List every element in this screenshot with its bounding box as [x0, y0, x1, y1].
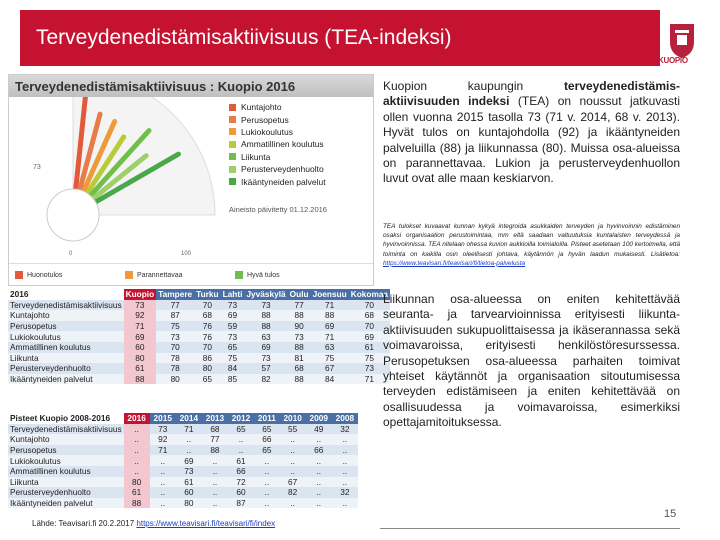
table-row [8, 434, 358, 445]
column-header: Jyväskylä [246, 289, 286, 300]
table-row [8, 300, 390, 311]
kuopio-crest-icon [662, 20, 702, 60]
table-cell: .. [124, 434, 150, 445]
legend-label: Ikääntyneiden palvelut [241, 176, 326, 187]
row-label: Ikääntyneiden palvelut [8, 498, 124, 509]
table-cell: .. [202, 487, 228, 498]
table-row [8, 363, 390, 374]
column-header: 2015 [150, 413, 176, 424]
table-cell: 68 [202, 424, 228, 435]
table-cell: 71 [311, 331, 349, 342]
table-cell: .. [124, 445, 150, 456]
table-cell: 60 [176, 487, 202, 498]
row-label: Kuntajohto [8, 310, 124, 321]
infographic-legend [229, 101, 326, 188]
table-cell: 88 [244, 321, 287, 332]
legend-item [229, 101, 326, 113]
footer-label: Parannettavaa [137, 271, 183, 279]
table-cell: .. [202, 455, 228, 466]
column-header: 2011 [254, 413, 280, 424]
infographic-title: Terveydenedistämisaktiivisuus : Kuopio 2016 [9, 75, 373, 97]
table-cell: 82 [280, 487, 306, 498]
table-row [8, 477, 358, 488]
table-cell: .. [306, 466, 332, 477]
table-cell: 92 [124, 310, 157, 321]
table-cell: 57 [244, 363, 287, 374]
footer-label: Hyvä tulos [247, 271, 280, 279]
legend-item [229, 151, 326, 163]
table-cell: .. [176, 434, 202, 445]
table-cell: 88 [244, 310, 287, 321]
table-cell: 77 [156, 300, 194, 311]
logo-text: KUOPIO [658, 56, 688, 65]
tea-explanation-text: TEA tulokset kuvaavat kunnan kykyä integroida asukkaiden terveyden ja hyvinvoinnin edistäminen osaksi organisaation perustoimintaa, mm eltä saadaan valtuutuksia kuntalaisten terveydessä ja hyvinvoinnissa. TEA nitelaan ohessa kuvion aukkioilla toimialoilla. Pisteet asetetaan 100 kertoimella, että toiminta on kaikilla osin oleellisesti johtava, käytännön ja hyvän laadun mukaisesti. Lisätietoa: [383, 223, 680, 258]
table-cell: 73 [150, 424, 176, 435]
table-cell: .. [280, 445, 306, 456]
table-cell: .. [332, 498, 358, 509]
table-cell: .. [254, 455, 280, 466]
column-header: Lahti [222, 289, 243, 300]
column-header: 2010 [280, 413, 306, 424]
table-row [8, 466, 358, 477]
table-cell: 68 [194, 310, 220, 321]
source-link[interactable]: https://www.teavisari.fi/teavisari/fi/index [136, 519, 276, 528]
table-cell: 70 [156, 342, 194, 353]
legend-swatch [229, 153, 236, 160]
table-cell: 73 [288, 331, 311, 342]
table-cell: 92 [150, 434, 176, 445]
column-header: 2008 [332, 413, 358, 424]
table-cell: 81 [288, 353, 311, 364]
table-cell: .. [124, 424, 150, 435]
table-cell: 66 [228, 466, 254, 477]
table-cell: .. [228, 445, 254, 456]
row-label: Perusterveydenhuolto [8, 487, 124, 498]
table-row [8, 310, 390, 321]
legend-label: Perusterveydenhuolto [241, 164, 324, 175]
table-cell: .. [280, 455, 306, 466]
table-cell: 80 [176, 498, 202, 509]
row-label: Kuntajohto [8, 434, 124, 445]
table-cell: 66 [306, 445, 332, 456]
table-cell: .. [332, 466, 358, 477]
table-cell: 61 [349, 342, 390, 353]
row-label: Perusopetus [8, 321, 124, 332]
legend-swatch [229, 141, 236, 148]
table-cell: .. [306, 477, 332, 488]
table-row [8, 424, 358, 435]
legend-item [229, 163, 326, 175]
table-cell: 71 [124, 321, 157, 332]
table-cell: 87 [156, 310, 194, 321]
table-cell: 80 [194, 363, 220, 374]
table-cell: .. [176, 445, 202, 456]
gauge-center [47, 189, 99, 241]
footer-label: Huonotulos [27, 271, 63, 279]
row-label: Perusterveydenhuolto [8, 363, 124, 374]
footer-legend-item [235, 271, 280, 279]
legend-label: Ammatillinen koulutus [241, 139, 324, 150]
table-cell: 70 [194, 342, 220, 353]
table-cell: 77 [288, 300, 311, 311]
table-cell: 88 [311, 310, 349, 321]
table-cell: 65 [194, 374, 220, 385]
source-label: Lähde: Teavisari.fi 20.2.2017 [32, 519, 135, 528]
table-cell: .. [280, 498, 306, 509]
table-row [8, 455, 358, 466]
row-label: Lukiokoulutus [8, 455, 124, 466]
table-cell: 78 [156, 363, 194, 374]
table-cell: 73 [176, 466, 202, 477]
row-label: Perusopetus [8, 445, 124, 456]
table-cell: .. [150, 466, 176, 477]
legend-swatch [229, 128, 236, 135]
table-row [8, 353, 390, 364]
table-row [8, 487, 358, 498]
table-cell: .. [254, 487, 280, 498]
table-cell: .. [306, 487, 332, 498]
footer-swatch [15, 271, 23, 279]
row-label: Ikääntyneiden palvelut [8, 374, 124, 385]
table-row [8, 374, 390, 385]
table-cell: 72 [228, 477, 254, 488]
table-cell: .. [332, 455, 358, 466]
table-row [8, 445, 358, 456]
table-cell: 61 [228, 455, 254, 466]
intro-bold: terveydenedistämis-aktiivisuuden indeksi [383, 79, 680, 109]
legend-label: Kuntajohto [241, 102, 282, 113]
table-row [8, 321, 390, 332]
row-label: Lukiokoulutus [8, 331, 124, 342]
gauge-score: 73 [33, 164, 41, 171]
intro-paragraph [383, 79, 680, 187]
table-cell: 73 [124, 300, 157, 311]
table-cell: 80 [124, 353, 157, 364]
table-heading: Pisteet Kuopio 2008-2016 [8, 413, 124, 424]
table-cell: 60 [124, 342, 157, 353]
column-header: Kuopio [125, 289, 155, 300]
legend-item [229, 126, 326, 138]
table-cell: 69 [311, 321, 349, 332]
table-cell: 88 [288, 374, 311, 385]
row-label: Terveydenedistämisaktiivisuus [10, 423, 122, 434]
title-bar [20, 10, 660, 66]
table-cell: 60 [228, 487, 254, 498]
column-header: Turku [196, 289, 219, 300]
table-row [8, 342, 390, 353]
slide-title: Terveydenedistämisaktiivisuus (TEA-indeksi) [36, 26, 452, 49]
table-cell: 80 [156, 374, 194, 385]
table-cell: .. [332, 445, 358, 456]
table-cell: 85 [221, 374, 245, 385]
table-cell: 86 [194, 353, 220, 364]
table-cell: 88 [124, 374, 157, 385]
source-line [32, 519, 275, 528]
axis-min: 0 [69, 251, 73, 257]
column-header: 2013 [202, 413, 228, 424]
table-cell: .. [150, 487, 176, 498]
table-cell: 68 [349, 310, 390, 321]
table-cell: 65 [254, 424, 280, 435]
legend-item [229, 175, 326, 187]
intro-rest: (TEA) on noussut jatkuvasti ollen vuonna 2015 tasolla 73 (71 v. 2014, 68 v. 2013). Hyvät tulos on kuntajohdolla (92) ja ikääntyneiden palveluilla (88) ja liikunnassa (80). Muissa osa-alueissa on parannettavaa. Lukion ja perusterveydenhuollon luvut ovat alle maan keskiarvon. [383, 94, 680, 186]
legend-item [229, 138, 326, 150]
table-cell: 65 [254, 445, 280, 456]
table-cell: 73 [244, 300, 287, 311]
table-cell: 78 [156, 353, 194, 364]
table-cell: 71 [349, 374, 390, 385]
table-cell: 67 [311, 363, 349, 374]
table-cell: 73 [221, 300, 245, 311]
table-cell: .. [150, 498, 176, 509]
table-cell: 69 [349, 331, 390, 342]
table-cell: 87 [228, 498, 254, 509]
column-header: Oulu [289, 289, 309, 300]
table-cell: .. [254, 477, 280, 488]
table-cell: 73 [221, 331, 245, 342]
table-cell: 71 [311, 300, 349, 311]
table-cell: .. [280, 434, 306, 445]
table-cell: .. [332, 477, 358, 488]
table-cell: .. [228, 434, 254, 445]
table-cell: .. [202, 477, 228, 488]
legend-swatch [229, 166, 236, 173]
table-cell: .. [306, 498, 332, 509]
table-cell: 69 [244, 342, 287, 353]
table-cell: 70 [349, 321, 390, 332]
table-cell: 77 [202, 434, 228, 445]
table-cell: .. [150, 477, 176, 488]
table-cell: .. [124, 466, 150, 477]
table-cell: 88 [288, 342, 311, 353]
axis-max: 100 [181, 251, 192, 257]
footer-legend-item [15, 271, 62, 279]
legend-label: Liikunta [241, 151, 271, 162]
table-cell: 61 [176, 477, 202, 488]
table-cell: 76 [194, 331, 220, 342]
table-cell: .. [280, 466, 306, 477]
page-number: 15 [664, 508, 677, 520]
table-cell: 75 [311, 353, 349, 364]
table-cell: 61 [124, 487, 150, 498]
legend-swatch [229, 104, 236, 111]
footer-swatch [235, 271, 243, 279]
table-cell: .. [150, 455, 176, 466]
table-cell: 73 [349, 363, 390, 374]
legend-swatch [229, 116, 236, 123]
table-cell: 70 [194, 300, 220, 311]
table-cell: 61 [124, 363, 157, 374]
row-label: Liikunta [8, 477, 124, 488]
row-label: Liikunta [8, 353, 124, 364]
table-cell: .. [202, 466, 228, 477]
table-cell: 32 [332, 487, 358, 498]
table-cell: 73 [244, 353, 287, 364]
second-paragraph: Liikunnan osa-alueessa on eniten kehitettävää seuranta- ja tarvearvioinnissa erityisesti liikunta-aktiivisuuden sukupuolittaisessa ja ikäserannassa sekä voimavaroissa, erityisesti henkilöstöresurssessa. Perusopetuksen osa-alueessa parhaiten toimivat yhteiset käytännöt ja organisaation sitoutumisessa terveyden edistämiseen ja eniten kehitettävää on osallisuudessa ja voimavaroissa, esimerkiksi opettajamitoituksessa. [383, 292, 680, 430]
footer-legend-item [125, 271, 183, 279]
tea-info-link[interactable]: https://www.teavisari.fi/teavisari/fi/tietoa-palvelusta [383, 259, 526, 267]
table-cell: 82 [244, 374, 287, 385]
tea-infographic [8, 74, 374, 286]
kuopio-history-table [8, 413, 358, 508]
table-cell: 90 [288, 321, 311, 332]
column-header: 2016 [124, 413, 150, 424]
legend-label: Lukiokoulutus [241, 126, 293, 137]
table-cell: 32 [332, 424, 358, 435]
infographic-footer [9, 263, 373, 285]
table-cell: 63 [311, 342, 349, 353]
table-cell: 75 [221, 353, 245, 364]
table-cell: 68 [288, 363, 311, 374]
table-cell: 84 [221, 363, 245, 374]
table-cell: 69 [221, 310, 245, 321]
legend-item [229, 113, 326, 125]
legend-label: Perusopetus [241, 114, 289, 125]
table-cell: .. [254, 466, 280, 477]
table-cell: .. [254, 498, 280, 509]
legend-swatch [229, 178, 236, 185]
table-cell: 66 [254, 434, 280, 445]
table-cell: 75 [349, 353, 390, 364]
tea-explanation [383, 222, 680, 268]
row-label: Terveydenedistämisaktiivisuus [10, 299, 122, 310]
table-cell: 59 [221, 321, 245, 332]
footer-swatch [125, 271, 133, 279]
table-cell: .. [306, 455, 332, 466]
table-cell: 63 [244, 331, 287, 342]
table-cell: 69 [176, 455, 202, 466]
table-cell: 80 [124, 477, 150, 488]
column-header: 2012 [228, 413, 254, 424]
table-cell: 88 [288, 310, 311, 321]
table-row [8, 498, 358, 509]
table-cell: 69 [124, 331, 157, 342]
table-cell: .. [306, 434, 332, 445]
table-cell: 71 [176, 424, 202, 435]
table-cell: 49 [306, 424, 332, 435]
table-cell: 84 [311, 374, 349, 385]
table-cell: 75 [156, 321, 194, 332]
column-header: Kokomaa [350, 289, 389, 300]
table-row [8, 331, 390, 342]
table-cell: 88 [124, 498, 150, 509]
column-header: Joensuu [312, 289, 347, 300]
table-cell: 55 [280, 424, 306, 435]
table-cell: .. [202, 498, 228, 509]
column-header: Tampere [158, 289, 193, 300]
table-cell: 71 [150, 445, 176, 456]
table-cell: 70 [349, 300, 390, 311]
table-cell: 67 [280, 477, 306, 488]
column-header: 2009 [306, 413, 332, 424]
table-cell: 73 [156, 331, 194, 342]
table-heading: 2016 [8, 289, 124, 300]
footer-rule [380, 528, 680, 529]
table-cell: 65 [228, 424, 254, 435]
table-cell: 88 [202, 445, 228, 456]
city-comparison-table [8, 289, 390, 384]
column-header: 2014 [176, 413, 202, 424]
row-label: Ammatillinen koulutus [8, 342, 124, 353]
updated-date: Aineisto päivitetty 01.12.2016 [229, 205, 327, 214]
table-cell: .. [124, 455, 150, 466]
intro-lead: Kuopion kaupungin [383, 79, 564, 93]
table-cell: 65 [221, 342, 245, 353]
row-label: Ammatillinen koulutus [8, 466, 124, 477]
table-cell: .. [332, 434, 358, 445]
table-cell: 76 [194, 321, 220, 332]
